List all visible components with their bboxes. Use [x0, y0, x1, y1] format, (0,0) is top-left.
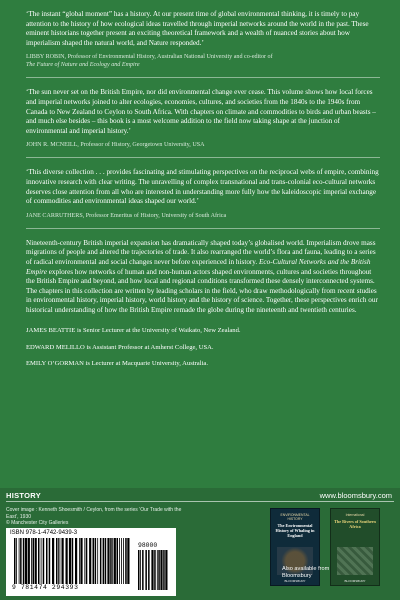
barcode-bar: [84, 538, 85, 584]
publisher-website[interactable]: www.bloomsbury.com: [319, 491, 392, 500]
review-2: [26, 88, 380, 149]
barcode-bar: [154, 550, 156, 590]
barcode-bar: [35, 538, 37, 584]
review-quote: ‘This diverse collection . . . provides fascinating and stimulating perspectives on the reciprocal webs of empire, combining innovative research with clear writing. The unravelling of complex transnational and trans-colonial eco-cultural networks deserves close attention from all who are interested in understanding more fully how the kaleidoscopic imperial exchange of commodities and environmental ideas shaped our world.’: [26, 168, 379, 206]
description-book-title: Eco-Cultural Networks and the British Empire: [26, 257, 371, 276]
related-book-publisher: BLOOMSBURY: [344, 579, 366, 583]
barcode-bar: [100, 538, 102, 584]
barcode-bar: [158, 550, 160, 590]
related-book-series: International: [345, 513, 365, 517]
author-name: EMILY O’GORMAN: [26, 360, 84, 368]
review-quote: ‘The instant “global moment” has a history. At our present time of global environmental thinking, it is timely to pay attention to the history of how ecological ideas travelled through imperial networks around the world in the past. These eminent historians together present an exciting theoretical framework and a wealth of nuanced stories about how imperialism shaped the natural world, and Nature responded.’: [26, 10, 369, 47]
review-quote: ‘The sun never set on the British Empire, nor did environmental change ever cease. This volume shows how local forces and imperial networks joined to alter ecologies, economies, cultures, and societies from the 1840s to the 1940s from Canada to New Zealand to Ceylon to South Africa. With chapters on climate and commodities to birds and urban beasts – and much else besides – this book is a most welcome addition to the field now taking shape at the junction of environmental and imperial history.’: [26, 88, 376, 135]
related-book-title: The Environmental History of Whaling in England: [275, 523, 315, 539]
description-part-1: Nineteenth-century British imperial expansion has dramatically shaped today’s globalised world. Imperialism drove mass migrations of people and altered the trajectories of trade. It also rearranged the world’s flora and fauna, leading to a series of radical environmental and social changes never before experienced in history.: [26, 238, 376, 266]
barcode-bar: [49, 538, 51, 584]
barcode-bar: [95, 538, 97, 584]
barcode-bar: [127, 538, 129, 584]
related-book-publisher: BLOOMSBURY: [284, 579, 306, 583]
barcode-bar: [157, 550, 158, 590]
barcode-bar: [58, 538, 59, 584]
barcode-bar: [46, 538, 48, 584]
barcode-bar: [125, 538, 127, 584]
author-role: is Assistant Professor at Amherst College, USA.: [86, 343, 214, 351]
barcode-bar: [75, 538, 77, 584]
review-attribution: JOHN R. MCNEILL, Professor of History, Georgetown University, USA: [26, 142, 205, 149]
related-book-title: The Rivers of Southern Africa: [334, 519, 376, 530]
barcode-bar: [105, 538, 107, 584]
barcode-bar: [31, 538, 32, 584]
author-name: JAMES BEATTIE: [26, 327, 76, 335]
reviewer-book-title-2: Ecology and Empire: [89, 62, 140, 69]
book-description: [26, 239, 380, 316]
barcode-bar: [60, 538, 61, 584]
barcode-bar: [97, 538, 98, 584]
barcode-bar: [160, 550, 162, 590]
reviewer-and: and: [79, 62, 89, 69]
barcode-panel: [6, 528, 176, 596]
author-bios: [26, 327, 380, 369]
barcode-bar: [117, 538, 119, 584]
barcode-bar: [28, 538, 30, 584]
isbn-number: ISBN 978-1-4742-9439-3: [10, 530, 78, 536]
review-attribution: [26, 53, 380, 69]
barcode-bar: [86, 538, 88, 584]
price-code: 98000: [138, 542, 158, 549]
barcode-bar: [138, 550, 140, 590]
barcode-bar: [56, 538, 58, 584]
review-3: [26, 168, 380, 219]
divider: [26, 157, 380, 158]
barcode-bar: [79, 538, 80, 584]
barcode-bar: [123, 538, 124, 584]
author-bio: [26, 327, 380, 336]
cover-credit: [6, 507, 186, 527]
barcode-bar: [41, 538, 42, 584]
barcode-bar: [19, 538, 20, 584]
barcode-bar: [80, 538, 82, 584]
barcode-bar: [110, 538, 112, 584]
barcode-bar: [142, 550, 144, 590]
author-role: is Senior Lecturer at the University of Waikato, New Zealand.: [76, 327, 241, 335]
author-role: is Lecturer at Macquarie University, Australia.: [85, 360, 208, 368]
subject-category: HISTORY: [6, 491, 42, 500]
barcode-bar: [23, 538, 25, 584]
addon-barcode-icon: [138, 550, 170, 590]
barcode-bar: [103, 538, 105, 584]
barcode-bar: [62, 538, 64, 584]
review-1: [26, 10, 380, 69]
barcode-bar: [43, 538, 45, 584]
barcode-bar: [114, 538, 116, 584]
back-cover-text: [26, 10, 380, 369]
barcode-bar: [14, 538, 16, 584]
barcode-bar: [25, 538, 27, 584]
barcode-bar: [66, 538, 68, 584]
barcode-bar: [89, 538, 91, 584]
author-bio: [26, 344, 380, 353]
review-attribution: JANE CARRUTHERS, Professor Emeritus of History, University of South Africa: [26, 212, 227, 219]
barcode-bar: [112, 538, 113, 584]
divider: [26, 228, 380, 229]
cover-credit-line: Cover image : Kenneth Shoesmith / Ceylon, from the series ‘Our Trade with the East’, 1930: [6, 507, 182, 520]
cover-copyright-line: © Manchester City Galleries: [6, 520, 69, 526]
barcode-bar: [140, 550, 141, 590]
barcode-bar: [107, 538, 109, 584]
related-book-series: ENVIRONMENTAL HISTORY: [280, 513, 310, 522]
barcode-bar: [38, 538, 40, 584]
reviewer-name: LIBBY ROBIN, Professor of Environmental History, Australian National University and co-editor of: [26, 54, 273, 61]
reviewer-book-title: The Future of Nature: [26, 62, 78, 69]
barcode-bar: [69, 538, 71, 584]
barcode-bar: [121, 538, 122, 584]
barcode-bar: [52, 538, 54, 584]
barcode-bar: [119, 538, 120, 584]
barcode-bar: [93, 538, 95, 584]
author-name: EDWARD MELILLO: [26, 343, 85, 351]
barcode-bar: [72, 538, 74, 584]
also-available-label: Also available from Bloomsbury: [282, 566, 330, 579]
barcode-bar: [20, 538, 22, 584]
barcode-icon: [14, 538, 130, 584]
divider: [26, 77, 380, 78]
barcode-bar: [16, 538, 17, 584]
barcode-bar: [148, 550, 150, 590]
barcode-bar: [145, 550, 147, 590]
author-bio: [26, 360, 380, 369]
barcode-bar: [33, 538, 35, 584]
description-part-2: explores how networks of human and non-human actors shaped environments, cultures and societies throughout the British Empire and beyond, and how local and regional conditions transformed these densely interconnected systems. The chapters in this collection are written by leading scholars in the field, who draw methodologically from recent studies in environmental history, imperial history, world history and the history of science. Together, these perspectives enrich our historical understanding of how the British Empire remade the globe during the nineteenth and twentieth centuries.: [26, 267, 378, 314]
barcode-digits: 9 781474 294393: [12, 584, 79, 591]
barcode-bar: [165, 550, 167, 590]
barcode-bar: [163, 550, 165, 590]
barcode-bar: [151, 550, 153, 590]
